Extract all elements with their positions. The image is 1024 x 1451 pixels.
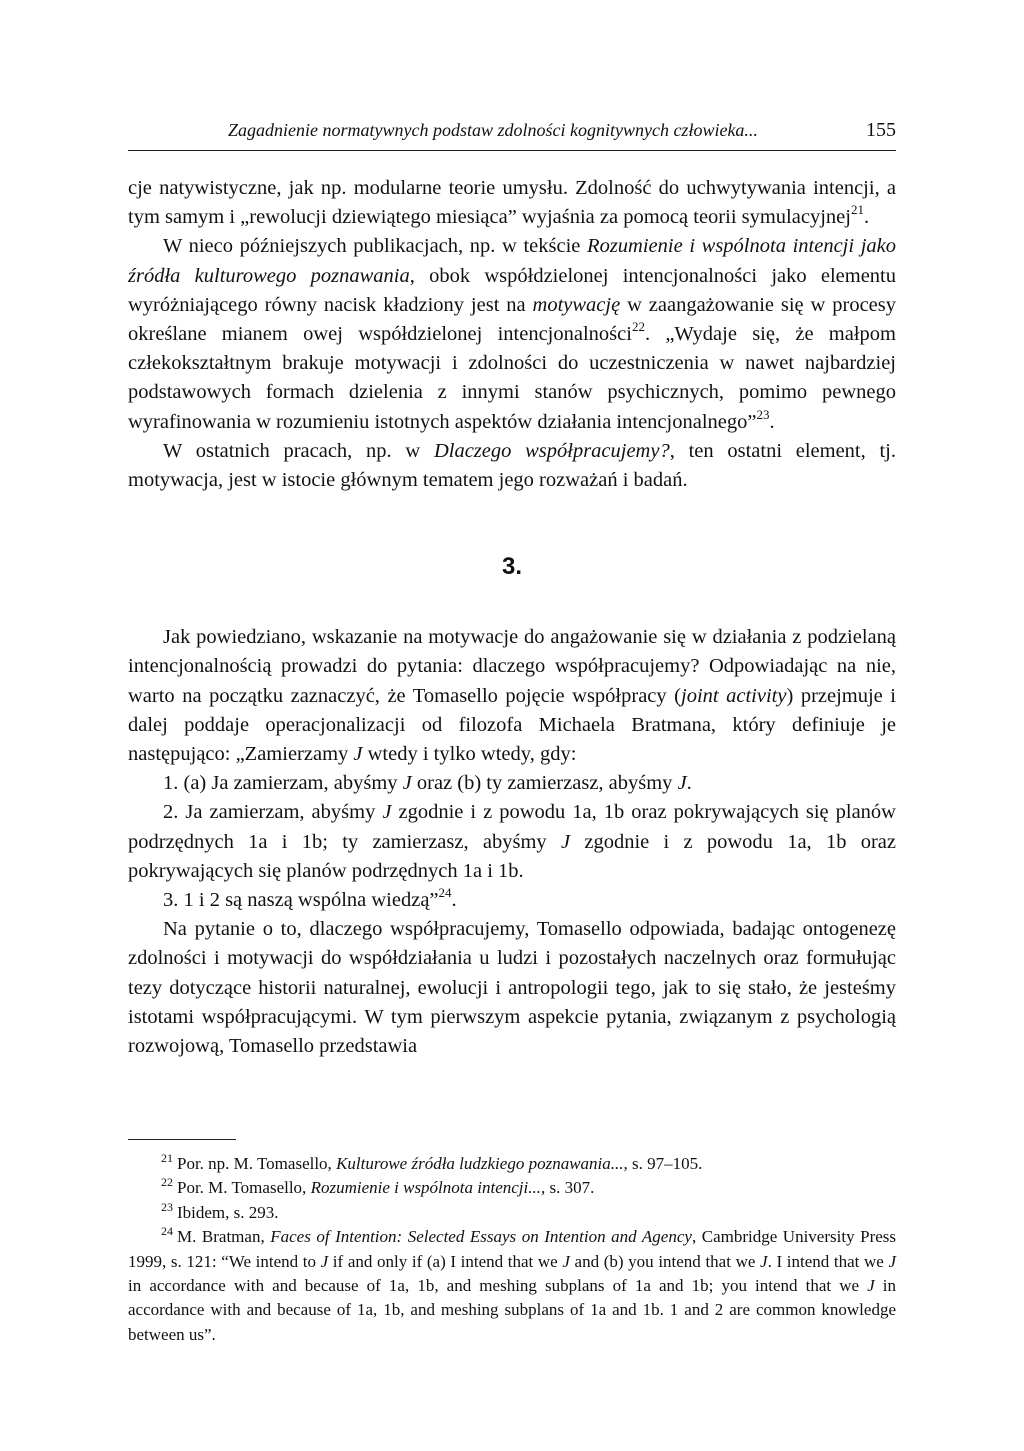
list-item-2	[128, 798, 896, 886]
italic-title: Rozumienie i wspólnota intencji...	[310, 1178, 541, 1198]
italic-variable: J	[402, 772, 412, 795]
italic-variable: J	[867, 1276, 875, 1296]
page-number: 155	[866, 119, 896, 141]
running-header	[128, 116, 896, 151]
text-run: 2. Ja zamierzam, abyśmy	[163, 801, 383, 824]
text-run: .	[769, 410, 775, 433]
text-run: 3. 1 i 2 są naszą wspólna wiedzą”	[163, 889, 439, 912]
running-title: Zagadnienie normatywnych podstaw zdolności kognitywnych człowieka...	[228, 120, 758, 140]
paragraph-2	[128, 232, 896, 436]
footnote-separator	[128, 1139, 236, 1140]
text-run: , Cambridge University Press 1999, s. 121: “We intend to	[128, 1227, 897, 1271]
text-run: in accordance with and because of 1a, 1b, and meshing subplans of 1a and 1b. 1 and 2 are common knowledge between us”.	[128, 1276, 896, 1344]
italic-variable: J	[760, 1251, 768, 1271]
text-run: and (b) you intend that we	[569, 1251, 761, 1271]
footnote-number: 22	[161, 1175, 173, 1190]
text-run: w zaangażowanie się w procesy określane mianem owej współdzielonej intencjonalności	[128, 293, 896, 346]
text-run: Por. np. M. Tomasello,	[177, 1154, 337, 1173]
italic-term: joint activity	[681, 684, 787, 707]
footnote-number: 24	[161, 1224, 173, 1239]
text-run: Por. M. Tomasello,	[177, 1178, 311, 1198]
footnote-24	[128, 1225, 896, 1347]
text-run: wtedy i tylko wtedy, gdy:	[362, 743, 577, 766]
italic-variable: J	[382, 801, 392, 824]
italic-title: Kulturowe źródła ludzkiego poznawania...	[336, 1154, 624, 1173]
footnotes	[128, 1152, 896, 1347]
paragraph-3	[128, 437, 896, 495]
text-run: Jak powiedziano, wskazanie na motywacje do angażowanie się w działania z podzielaną intencjonalnością prowadzi do pytania: dlaczego współpracujemy? Odpowiadając na nie, warto na początku zaznaczyć, że Tomasello pojęcie współpracy (	[128, 626, 896, 707]
italic-variable: J	[320, 1251, 329, 1271]
text-run: in accordance with and because of 1a, 1b, and meshing subplans of 1a and 1b; you intend that we	[128, 1276, 868, 1296]
text-run: .	[686, 772, 692, 795]
italic-variable: J	[353, 743, 363, 766]
text-run: 1. (a) Ja zamierzam, abyśmy	[163, 772, 403, 795]
text-run: W nieco późniejszych publikacjach, np. w tekście	[163, 235, 588, 258]
paragraph-4	[128, 623, 896, 769]
section-heading: 3.	[501, 553, 522, 581]
text-run: zgodnie i z powodu 1a, 1b oraz pokrywających się planów podrzędnych 1a i 1b; ty zamierzasz, abyśmy	[128, 801, 896, 853]
italic-title: Rozumienie i wspólnota intencji jako źródła kulturowego poznawania	[128, 235, 896, 287]
text-run: zgodnie i z powodu 1a, 1b oraz pokrywających się planów podrzędnych 1a i 1b.	[128, 830, 896, 882]
footnote-ref-24: 24	[438, 885, 452, 901]
text-run: . „Wydaje się, że małpom człekokształtnym brakuje motywacji i zdolności do uczestniczenia w nawet najbardziej podstawowych formach dzielenia z innymi stanów psychicznych, pomimo pewnego wyrafinowania w rozumieniu istotnych aspektów działania intencjonalnego”	[128, 323, 896, 433]
text-run: oraz (b) ty zamierzasz, abyśmy	[411, 772, 678, 795]
text-run: if and only if (a) I intend that we	[328, 1251, 563, 1271]
footnote-ref-23: 23	[756, 406, 770, 422]
text-run: , s. 97–105.	[623, 1154, 703, 1173]
list-item-1	[128, 769, 896, 798]
footnote-23	[128, 1201, 896, 1225]
footnote-ref-21: 21	[850, 202, 864, 218]
list-item-3	[128, 886, 896, 915]
paragraph-1	[128, 174, 896, 232]
italic-variable: J	[677, 772, 687, 795]
italic-variable: J	[562, 1251, 570, 1271]
paragraph-5: Na pytanie o to, dlaczego współpracujemy, Tomasello odpowiada, badając ontogenezę zdolności i motywacji do współdziałania u ludzi i pozostałych naczelnych oraz formułując tezy dotyczące historii naturalnej, ewolucji i antropologii tego, jak to się stało, że jesteśmy istotami współpracującymi. W tym pierwszym aspekcie pytania, związanym z psychologią rozwojową, Tomasello przedstawia	[128, 918, 896, 1058]
text-run: W ostatnich pracach, np. w	[163, 439, 434, 462]
text-run: M. Bratman,	[177, 1227, 271, 1247]
footnote-21	[128, 1152, 896, 1176]
text-run: Ibidem, s. 293.	[177, 1202, 279, 1222]
italic-title: Dlaczego współpracujemy?	[433, 439, 670, 462]
italic-title: Faces of Intention: Selected Essays on Intention and Agency	[270, 1227, 692, 1247]
text-run: . I intend that we	[767, 1251, 889, 1271]
footnote-ref-22: 22	[631, 319, 645, 335]
text-run: , s. 307.	[540, 1178, 595, 1198]
italic-variable: J	[888, 1251, 897, 1271]
text-run: , obok współdzielonej intencjonalności jako elementu wyróżniającego równy nacisk kładziony jest na	[128, 264, 896, 316]
footnote-22	[128, 1176, 896, 1200]
footnote-number: 23	[161, 1199, 173, 1214]
text-run: .	[863, 206, 870, 229]
text-run: , ten ostatni element, tj. motywacja, jest w istocie głównym tematem jego rozważań i badań.	[128, 439, 897, 492]
italic-term: motywację	[532, 293, 621, 316]
text-run: .	[451, 889, 457, 912]
main-text	[128, 174, 896, 1061]
text-run: cje natywistyczne, jak np. modularne teorie umysłu. Zdolność do uchwytywania intencji, a tym samym i „rewolucji dziewiątego miesiąca” wyjaśnia za pomocą teorii symulacyjnej	[128, 177, 896, 229]
text-run: ) przejmuje i dalej poddaje operacjonalizacji od filozofa Michaela Bratmana, który definiuje je następująco: „Zamierzamy	[128, 684, 897, 766]
italic-variable: J	[560, 830, 571, 853]
footnote-number: 21	[161, 1151, 173, 1165]
